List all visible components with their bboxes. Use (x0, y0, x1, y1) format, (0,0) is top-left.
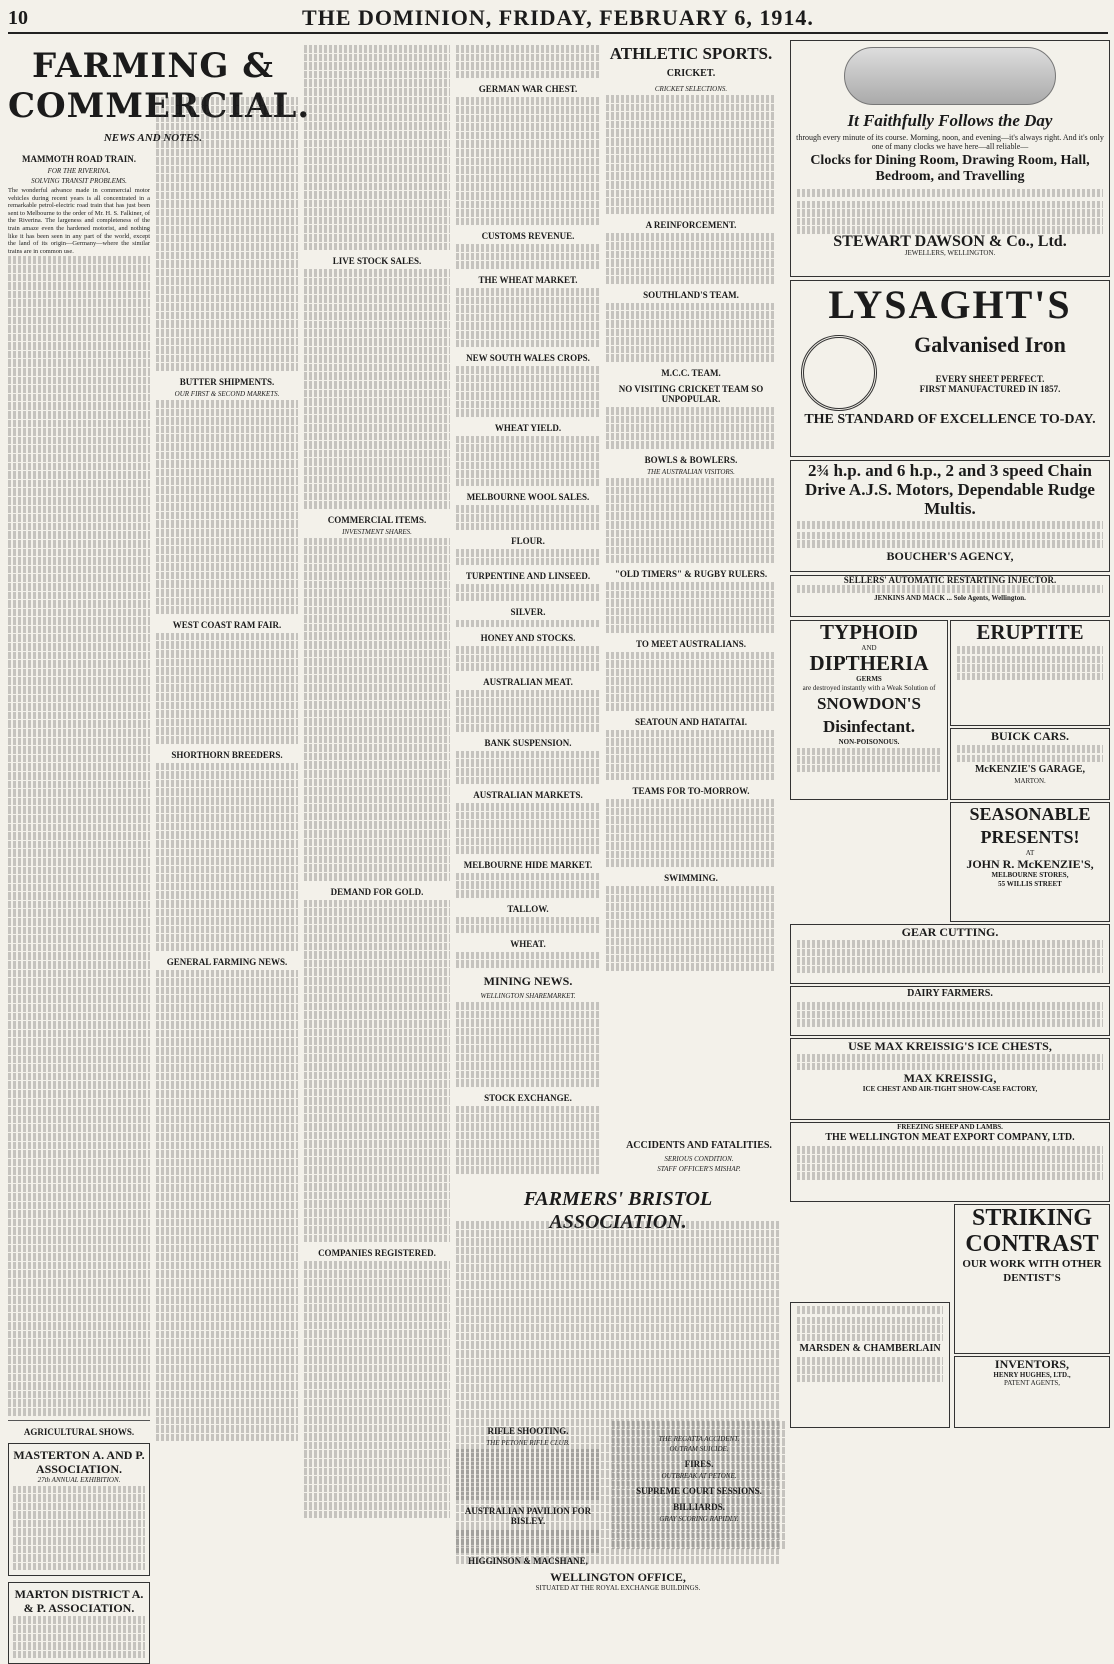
article-heading: LIVE STOCK SALES. (332, 256, 422, 267)
patent-agents: PATENT AGENTS, (1003, 1379, 1060, 1388)
inventors-advert (954, 1356, 1110, 1428)
sellers-injector: SELLERS' AUTOMATIC RESTARTING INJECTOR. (843, 575, 1057, 585)
column-3 (304, 44, 450, 1619)
farming-commercial-title: FARMING & COMMERCIAL. (8, 46, 311, 126)
supreme-court-heading: SUPREME COURT SESSIONS. (636, 1486, 762, 1496)
article-heading: NEW SOUTH WALES CROPS. (466, 353, 590, 364)
other-dentists: OUR WORK WITH OTHER DENTIST'S (962, 1258, 1102, 1284)
first-manufactured: FIRST MANUFACTURED IN 1857. (919, 384, 1061, 394)
article-subheading: FOR THE RIVERINA. (47, 167, 111, 175)
dentist-advert (954, 1204, 1110, 1354)
clock-slogan: It Faithfully Follows the Day (847, 111, 1053, 130)
article-subheading: THE AUSTRALIAN VISITORS. (647, 468, 735, 476)
article-heading: SHORTHORN BREEDERS. (171, 749, 283, 760)
article-heading: SEATOUN AND HATAITAI. (635, 716, 747, 727)
article-heading: TO MEET AUSTRALIANS. (636, 638, 746, 649)
billiards-heading: BILLIARDS. (673, 1502, 725, 1512)
accidents-fatalities-area (612, 1140, 786, 1184)
masthead (8, 4, 1108, 34)
every-sheet: EVERY SHEET PERFECT. (935, 374, 1045, 384)
striking-contrast: STRIKING CONTRAST (965, 1205, 1099, 1257)
article-subheading: CRICKET SELECTIONS. (654, 85, 728, 93)
article-heading: MINING NEWS. (483, 973, 573, 988)
show-advert (8, 1582, 150, 1664)
trade-mark-seal-icon (801, 335, 877, 411)
column-4 (456, 44, 600, 1184)
motors-advert (790, 460, 1110, 572)
article-heading: HONEY AND STOCKS. (480, 633, 576, 644)
higginson-macshane: HIGGINSON & MACSHANE, (468, 1556, 588, 1567)
article-heading: DEMAND FOR GOLD. (330, 886, 424, 897)
article-heading: AGRICULTURAL SHOWS. (23, 1426, 135, 1437)
clock-tagline: through every minute of its course. Morning, noon, and evening—it's always right. And it's only one of many clocks we have here—all reliable— (796, 133, 1104, 151)
article-heading: THE WHEAT MARKET. (478, 275, 578, 286)
mckenzie-garage: McKENZIE'S GARAGE, (974, 764, 1085, 776)
freezing-advert (790, 1122, 1110, 1202)
meat-export-company: THE WELLINGTON MEAT EXPORT COMPANY, LTD. (825, 1132, 1075, 1144)
bristol-association-title: FARMERS' BRISTOL ASSOCIATION. (523, 1188, 713, 1233)
rifle-shooting (456, 1420, 600, 1580)
gear-cutting-advert (790, 924, 1110, 984)
wellington-office: WELLINGTON OFFICE, (550, 1569, 686, 1584)
article-subheading: THE PETONE RIFLE CLUB. (486, 1439, 570, 1447)
article-heading: GERMAN WAR CHEST. (478, 84, 578, 95)
destroyed-text: are destroyed instantly with a Weak Solution of (802, 683, 936, 692)
article-heading: FLOUR. (511, 536, 545, 547)
article-heading: CUSTOMS REVENUE. (481, 231, 575, 242)
buick-cars: BUICK CARS. (990, 729, 1069, 743)
freezing-title: FREEZING SHEEP AND LAMBS. (897, 1123, 1003, 1131)
body-text-filler (156, 97, 298, 371)
lysaght-name: LYSAGHT'S (828, 282, 1072, 327)
article-heading: WHEAT. (510, 938, 546, 949)
galvanised-iron: Galvanised Iron (914, 332, 1066, 357)
article-heading: BANK SUSPENSION. (484, 737, 572, 748)
show-title: MARTON DISTRICT A. & P. ASSOCIATION. (14, 1587, 144, 1616)
article-heading: SOUTHLAND'S TEAM. (643, 289, 739, 300)
article-heading: AUSTRALIAN MEAT. (483, 676, 573, 687)
article-text: The wonderful advance made in commercial motor vehicles during recent years is all concentrated in a remarkable petrol-electric road train that has just been sent to Melbourne to the order of Mr. H. S. Falkiner, of the Riverina. The largeness and completeness of the train amaze even the hardened motorist, and nothing like it has been seen in any part of the world, except the land of its origin—Germany—where the similar trains are in common use. (8, 187, 150, 255)
show-title: MASTERTON A. AND P. ASSOCIATION. (13, 1447, 145, 1476)
presents-advert (950, 802, 1110, 922)
athletic-sports-title: ATHLETIC SPORTS. (609, 44, 773, 63)
article-heading: M.C.C. TEAM. (661, 368, 721, 379)
germs-text: GERMS (856, 675, 882, 684)
marsden-chamberlain: MARSDEN & CHAMBERLAIN (799, 1343, 941, 1355)
kreissig-use: USE MAX KREISSIG'S ICE CHESTS, (848, 1039, 1052, 1053)
henry-hughes: HENRY HUGHES, LTD., (993, 1371, 1071, 1379)
gear-cutting: GEAR CUTTING. (901, 925, 999, 939)
standard-excellence: THE STANDARD OF EXCELLENCE TO-DAY. (804, 412, 1096, 427)
show-subtitle: 27th ANNUAL EXHIBITION. (37, 1475, 121, 1484)
accidents-column (640, 44, 641, 45)
clock-types: Clocks for Dining Room, Drawing Room, Hall, Bedroom, and Travelling (810, 153, 1090, 184)
marsden-advert (790, 1302, 950, 1428)
clock-advert (790, 40, 1110, 277)
jenkins-mack: JENKINS AND MACK ... Sole Agents, Wellington. (874, 594, 1026, 602)
kreissig-name: MAX KREISSIG, (903, 1071, 997, 1086)
show-advert (8, 1443, 150, 1577)
ice-chest-advert (790, 1038, 1110, 1120)
fires-heading: FIRES. (684, 1459, 714, 1469)
eruptite-advert (950, 620, 1110, 726)
article-heading: MAMMOTH ROAD TRAIN. (21, 154, 137, 164)
mckenzie-name: JOHN R. McKENZIE'S, (966, 857, 1094, 872)
accidents-sub-1: SERIOUS CONDITION. (664, 1155, 734, 1163)
injector-advert (790, 575, 1110, 617)
accidents-more-headings (612, 1435, 786, 1575)
snowdon-advert (790, 620, 948, 800)
news-notes-heading: NEWS AND NOTES. (103, 132, 203, 144)
article-subheading: SOLVING TRANSIT PROBLEMS. (31, 177, 127, 185)
dairy-advert (790, 986, 1110, 1036)
article-heading: TURPENTINE AND LINSEED. (465, 571, 591, 582)
buick-advert (950, 728, 1110, 800)
article-heading: TALLOW. (507, 903, 549, 914)
article-heading: NO VISITING CRICKET TEAM SO UNPOPULAR. (618, 384, 764, 405)
article-heading: AUSTRALIAN MARKETS. (473, 790, 583, 801)
article-heading: "OLD TIMERS" & RUGBY RULERS. (614, 568, 768, 579)
boucher-agency: BOUCHER'S AGENCY, (886, 548, 1014, 563)
accidents-sub-4: OUTRAM SUICIDE. (669, 1445, 729, 1453)
eruptite-name: ERUPTITE (976, 620, 1084, 644)
article-heading: MELBOURNE WOOL SALES. (466, 492, 590, 503)
inventors-title: INVENTORS, (994, 1357, 1070, 1371)
article-heading: STOCK EXCHANGE. (484, 1092, 572, 1103)
article-heading: BUTTER SHIPMENTS. (179, 377, 275, 387)
seasonable-presents: SEASONABLE PRESENTS! (969, 804, 1091, 847)
and-text: AND (861, 644, 877, 652)
article-subheading: WELLINGTON SHAREMARKET. (480, 991, 576, 1000)
athletic-column (606, 44, 776, 1184)
marton-text: MARTON. (1014, 777, 1046, 786)
article-heading: COMPANIES REGISTERED. (318, 1248, 436, 1259)
cricket-heading: CRICKET. (666, 68, 716, 79)
fires-sub: OUTBREAK AT PETONE. (661, 1472, 737, 1480)
article-heading: RIFLE SHOOTING. (487, 1426, 569, 1436)
accidents-title: ACCIDENTS AND FATALITIES. (626, 1140, 772, 1151)
snowdon-name: SNOWDON'S Disinfectant. (817, 694, 921, 737)
motors-text: 2¾ h.p. and 6 h.p., 2 and 3 speed Chain Drive A.J.S. Motors, Dependable Rudge Multis. (805, 461, 1095, 518)
masthead-title: THE DOMINION, FRIDAY, FEBRUARY 6, 1914. (302, 5, 814, 30)
at-text: AT (1025, 849, 1035, 857)
article-subheading: OUR FIRST & SECOND MARKETS. (174, 390, 280, 398)
accidents-sub-3: THE REGATTA ACCIDENT. (658, 1435, 740, 1443)
kreissig-factory: ICE CHEST AND AIR-TIGHT SHOW-CASE FACTORY, (862, 1085, 1038, 1094)
article-heading: COMMERCIAL ITEMS. (327, 514, 427, 525)
stewart-dawson: STEWART DAWSON & Co., Ltd. (833, 232, 1067, 250)
article-heading: BOWLS & BOWLERS. (644, 455, 738, 465)
article-heading: WEST COAST RAM FAIR. (172, 619, 282, 630)
stewart-dawson-sub: JEWELLERS, WELLINGTON. (904, 248, 996, 257)
article-heading: MELBOURNE HIDE MARKET. (463, 859, 593, 870)
article-heading: GENERAL FARMING NEWS. (166, 956, 288, 967)
article-subheading: INVESTMENT SHARES. (342, 527, 412, 536)
page-number: 10 (8, 6, 28, 29)
willis-street: 55 WILLIS STREET (998, 879, 1062, 888)
article-heading: SILVER. (510, 606, 546, 617)
dairy-farmers: DAIRY FARMERS. (907, 988, 993, 999)
clock-illustration (844, 47, 1056, 105)
article-heading: TEAMS FOR TO-MORROW. (632, 786, 750, 797)
column-2 (156, 96, 298, 1616)
diptheria-text: DIPTHERIA (809, 651, 929, 676)
royal-exchange: SITUATED AT THE ROYAL EXCHANGE BUILDINGS. (535, 1583, 701, 1592)
lysaght-advert (790, 280, 1110, 457)
accidents-sub-2: STAFF OFFICER'S MISHAP. (657, 1165, 741, 1173)
body-text-filler (8, 256, 150, 1415)
article-heading: SWIMMING. (664, 872, 718, 883)
billiards-sub: GRAY SCORING RAPIDLY. (659, 1515, 739, 1523)
melbourne-stores: MELBOURNE STORES, (991, 871, 1069, 880)
article-heading: A REINFORCEMENT. (645, 220, 737, 231)
non-poisonous: NON-POISONOUS. (838, 738, 900, 747)
article-heading: AUSTRALIAN PAVILION FOR BISLEY. (464, 1505, 592, 1526)
typhoid-text: TYPHOID (819, 620, 918, 644)
article-heading: WHEAT YIELD. (494, 422, 562, 433)
